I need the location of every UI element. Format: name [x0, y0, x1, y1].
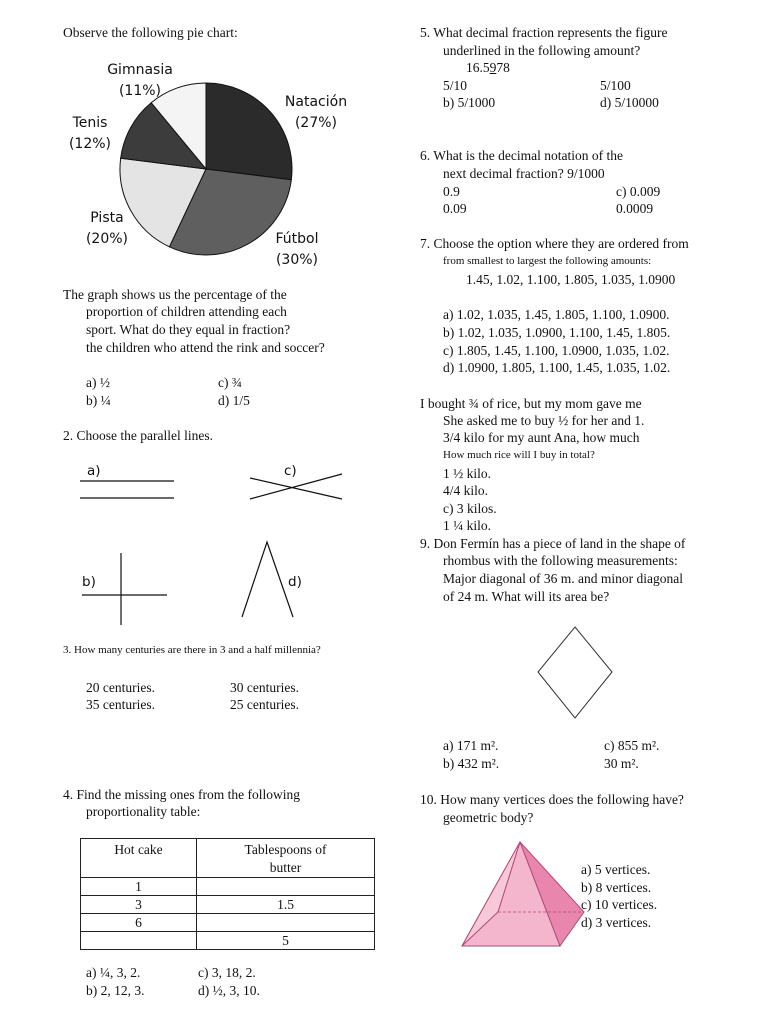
q5-line-1: 5. What decimal fraction represents the figure: [420, 25, 668, 40]
table-cell: 1: [81, 878, 197, 896]
q3-option-2: 30 centuries.: [230, 680, 299, 695]
pie-label-pista: Pista: [90, 210, 124, 226]
q5-option-2: 5/100: [600, 78, 631, 93]
q2-label-d: d): [288, 574, 302, 590]
q1-line-1: The graph shows us the percentage of the: [63, 287, 287, 302]
q10-line-2: geometric body?: [443, 810, 534, 825]
q4-option-b: b) 2, 12, 3.: [86, 983, 145, 998]
q1-option-a: a) ½: [86, 375, 110, 390]
table-cell: 5: [197, 932, 375, 950]
q9-line-2: rhombus with the following measurements:: [443, 553, 678, 568]
q9-option-4: 30 m².: [604, 756, 639, 771]
q9-option-b: b) 432 m².: [443, 756, 500, 771]
q7-option-b: b) 1.02, 1.035, 1.0900, 1.100, 1.45, 1.805.: [443, 325, 671, 340]
q8-line-3: 3/4 kilo for my aunt Ana, how much: [443, 430, 640, 445]
q5-amount-after: 78: [496, 60, 510, 75]
q2-label-c: c): [284, 463, 297, 479]
q8-option-1: 1 ½ kilo.: [443, 466, 492, 481]
q10-option-a: a) 5 vertices.: [581, 862, 651, 877]
table-cell: 3: [81, 896, 197, 914]
q6-line-1: 6. What is the decimal notation of the: [420, 148, 623, 163]
q3-option-3: 35 centuries.: [86, 697, 155, 712]
table-header-hot-cake: Hot cake: [81, 839, 197, 878]
q7-question: 7. Choose the option where they are ordered from: [420, 236, 689, 251]
q3-option-1: 20 centuries.: [86, 680, 155, 695]
q4-line-1: 4. Find the missing ones from the following: [63, 787, 300, 802]
pie-value-gimnasia: (11%): [118, 83, 162, 99]
q10-line-1: 10. How many vertices does the following have?: [420, 792, 684, 807]
table-cell: 1.5: [197, 896, 375, 914]
pie-value-pista: (20%): [85, 231, 129, 247]
q1-option-c: c) ¾: [218, 375, 242, 390]
table-cell: 6: [81, 914, 197, 932]
q6-option-c: c) 0.009: [616, 184, 661, 199]
pie-value-natación: (27%): [294, 115, 338, 131]
pie-label-natación: Natación: [284, 94, 348, 110]
q10-option-b: b) 8 vertices.: [581, 880, 652, 895]
q1-option-b: b) ¼: [86, 393, 111, 408]
q7-sub: from smallest to largest the following amounts:: [443, 255, 652, 267]
q9-line-4: of 24 m. What will its area be?: [443, 589, 610, 604]
q8-sub: How much rice will I buy in total?: [443, 449, 595, 461]
pie-label-gimnasia: Gimnasia: [107, 62, 173, 78]
q8-option-c: c) 3 kilos.: [443, 501, 497, 516]
q1-option-d: d) 1/5: [218, 393, 250, 408]
pie-label-tenis: Tenis: [72, 115, 108, 131]
q10-option-c: c) 10 vertices.: [581, 897, 658, 912]
q4-option-c: c) 3, 18, 2.: [198, 965, 256, 980]
q1-intro: Observe the following pie chart:: [63, 25, 238, 40]
q3-option-4: 25 centuries.: [230, 697, 299, 712]
table-header-butter-line-1: Tablespoons of: [244, 842, 327, 857]
q8-option-4: 1 ¼ kilo.: [443, 518, 492, 533]
q7-option-d: d) 1.0900, 1.805, 1.100, 1.45, 1.035, 1.02.: [443, 360, 671, 375]
q8-option-2: 4/4 kilo.: [443, 483, 489, 498]
q5-option-1: 5/10: [443, 78, 468, 93]
q6-option-1: 0.9: [443, 184, 460, 199]
q2-question: 2. Choose the parallel lines.: [63, 428, 213, 443]
q1-line-2: proportion of children attending each: [86, 304, 287, 319]
q3-question: 3. How many centuries are there in 3 and a half millennia?: [63, 644, 321, 656]
table-header-butter-line-2: butter: [269, 860, 302, 875]
q8-line-2: She asked me to buy ½ for her and 1.: [443, 413, 645, 428]
q9-line-3: Major diagonal of 36 m. and minor diagonal: [443, 571, 683, 586]
q9-option-a: a) 171 m².: [443, 738, 499, 753]
q2-label-b: b): [82, 574, 96, 590]
pie-value-fútbol: (30%): [275, 252, 319, 268]
q7-amounts: 1.45, 1.02, 1.100, 1.805, 1.035, 1.0900: [466, 272, 676, 287]
q4-line-2: proportionality table:: [86, 804, 201, 819]
q4-option-d: d) ½, 3, 10.: [198, 983, 260, 998]
q1-line-3: sport. What do they equal in fraction?: [86, 322, 291, 337]
pie-value-tenis: (12%): [68, 136, 112, 152]
q5-option-b: b) 5/1000: [443, 95, 496, 110]
q5-amount-underlined: 9: [489, 60, 497, 75]
q2-label-a: a): [87, 463, 101, 479]
q5-option-d: d) 5/10000: [600, 95, 659, 110]
q5-line-2: underlined in the following amount?: [443, 43, 641, 58]
q9-line-1: 9. Don Fermín has a piece of land in the shape of: [420, 536, 686, 551]
q1-line-4: the children who attend the rink and soccer?: [86, 340, 325, 355]
q6-option-4: 0.0009: [616, 201, 654, 216]
q5-amount-before: 16.5: [466, 60, 490, 75]
q9-option-c: c) 855 m².: [604, 738, 660, 753]
q6-option-3: 0.09: [443, 201, 467, 216]
q7-option-c: c) 1.805, 1.45, 1.100, 1.0900, 1.035, 1.02.: [443, 343, 670, 358]
q10-option-d: d) 3 vertices.: [581, 915, 652, 930]
q8-line-1: I bought ¾ of rice, but my mom gave me: [420, 396, 642, 411]
q6-line-2: next decimal fraction? 9/1000: [443, 166, 605, 181]
q4-option-a: a) ¼, 3, 2.: [86, 965, 141, 980]
q7-option-a: a) 1.02, 1.035, 1.45, 1.805, 1.100, 1.0900.: [443, 307, 670, 322]
pie-label-fútbol: Fútbol: [275, 231, 319, 247]
